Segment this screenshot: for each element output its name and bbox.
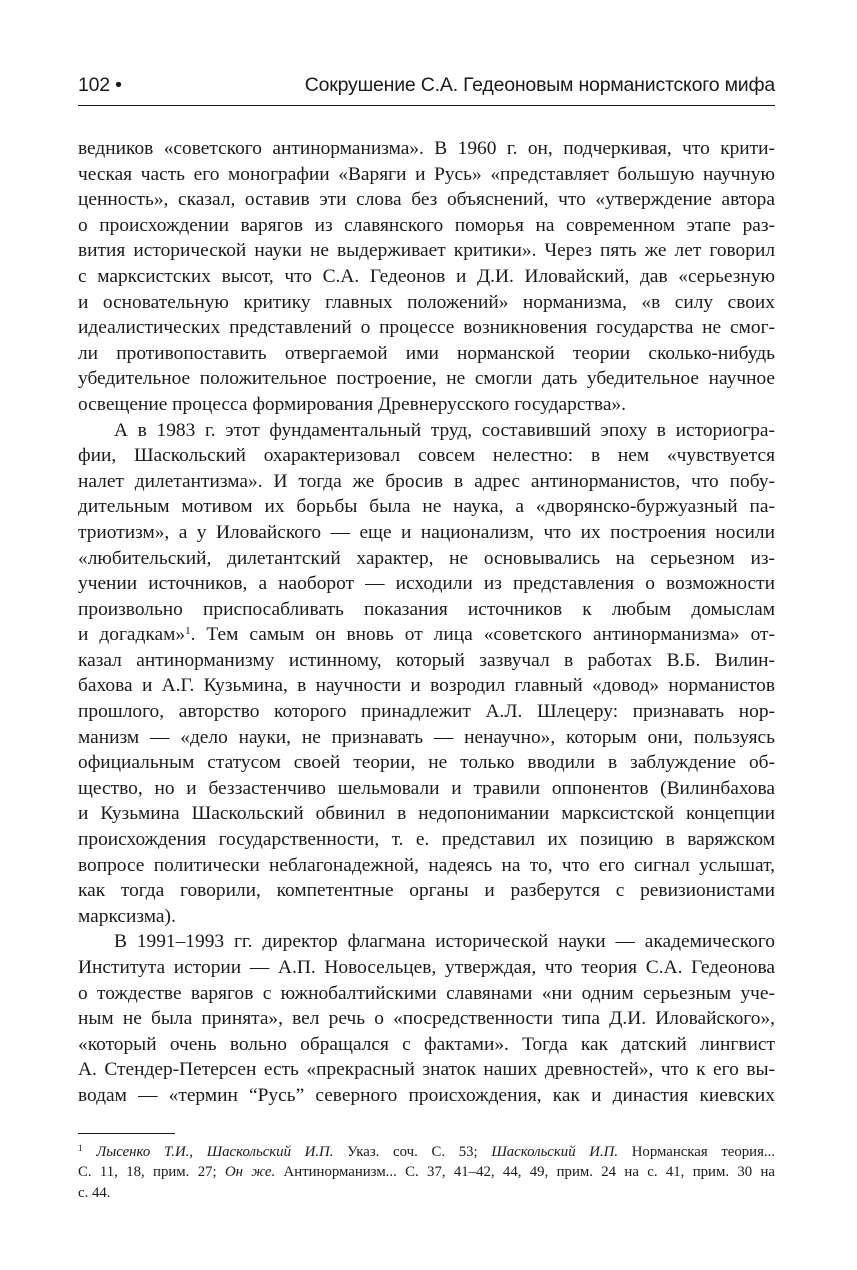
text-line: налет дилетантизма». И тогда же бросив в адрес антинорманистов, что побу- [78,470,775,492]
text-line: происхождения государственности, т. е. представил их позицию в варяжском [78,829,775,851]
header-bullet: • [115,74,122,96]
text-line: манизм — «дело науки, не признавать — ненаучно», которым они, пользуясь [78,726,775,748]
text-line: вития исторической науки не выдерживает критики». Через пять же лет говорил [78,240,775,262]
text-line: ли противопоставить отвергаемой ими норманской теории сколько-нибудь [78,342,775,364]
text-line: вопросе политически неблагонадежной, надеясь на то, что его сигнал услышат, [78,854,775,876]
footnote-author: Он же. [224,1164,276,1181]
text-line: В 1991–1993 гг. директор флагмана исторической науки — академического [114,931,775,953]
page-number: 102 [78,74,110,96]
text-line-with-footnote [78,622,775,648]
text-line: ческая часть его монографии «Варяги и Русь» «представляет большую научную [78,163,775,185]
header-rule [78,105,775,106]
footnote-ref: Указ. соч. С. 53; [333,1144,492,1160]
main-text [78,136,775,1109]
text-line: учении источников, а наоборот — исходили из представления о возможности [78,573,775,595]
text-line: марксизма). [78,905,176,927]
text-line: А в 1983 г. этот фундаментальный труд, составивший эпоху в историогра- [114,419,775,441]
footnote-line [78,1142,775,1162]
text-line: триотизм», а у Иловайского — еще и национализм, что их построения носили [78,521,775,543]
text-line: «любительский, дилетантский характер, не основывались на серьезном из- [78,547,775,569]
footnote-author: Шаскольский И.П. [491,1144,619,1160]
footnote-line: с. 44. [78,1184,111,1201]
text-line: бахова и А.Г. Кузьмина, в научности и возродил главный «довод» норманистов [78,675,775,697]
text-line: о происхождении варягов из славянского поморья на современном этапе раз- [78,214,775,236]
text-line: Института истории — А.П. Новосельцев, утверждая, что теория С.А. Гедеонова [78,957,775,978]
text-line: дительным мотивом их борьбы была не наука, а «дворянско-буржуазный па- [78,496,775,518]
footnote-ref: С. 11, 18, прим. 27; [78,1164,225,1181]
running-header [78,74,775,102]
page-number-group [78,74,122,97]
footnote-rule [78,1133,175,1134]
footnote-line [78,1162,775,1182]
text-line: ным не была принята», вел речь о «посредственности типа Д.И. Иловайского», [78,1008,775,1030]
text-line: водам — «термин “Русь” северного происхождения, как и династия киевских [78,1084,775,1106]
text-line: идеалистических представлений о процессе возникновения государства не смог- [78,317,775,339]
text-line: ведников «советского антинорманизма». В 1960 г. он, подчеркивая, что крити- [78,138,775,159]
text-line: убедительное положительное построение, не смогли дать убедительное научное [78,368,775,390]
text-line: о тождестве варягов с южнобалтийскими славянами «ни одним серьезным уче- [78,982,775,1004]
footnote-author: Лысенко Т.И., Шаскольский И.П. [96,1144,334,1160]
text-line: освещение процесса формирования Древнерусского государства». [78,393,626,415]
text-line: ценность», сказал, оставив эти слова без объяснений, что «утверждение автора [78,189,775,211]
text-line: прошлого, авторство которого принадлежит А.Л. Шлецеру: признавать нор- [78,701,775,723]
footnote-ref: Антинорманизм... С. 37, 41–42, 44, 49, прим. 24 на с. 41, прим. 30 на [275,1164,775,1181]
text-segment: и догадкам» [78,624,186,646]
text-line: казал антинорманизму истинному, который зазвучал в работах В.Б. Вилин- [78,649,775,671]
text-line: как тогда говорили, компетентные органы и разберутся с ревизионистами [78,880,775,902]
text-line: А. Стендер-Петерсен есть «прекрасный знаток наших древностей», что к его вы- [78,1059,775,1081]
text-line: официальным статусом своей теории, не только вводили в заблуждение об- [78,752,775,774]
footnote-mark: 1 [78,1143,83,1154]
text-line: фии, Шаскольский охарактеризовал совсем нелестно: в нем «чувствуется [78,445,775,467]
running-title: Сокрушение С.А. Гедеоновым норманистского мифа [304,74,775,96]
footnote [78,1142,775,1203]
footnote-reference: 1 [185,625,191,638]
text-line: произвольно приспосабливать показания источников к любым домыслам [78,598,775,620]
text-line: и Кузьмина Шаскольский обвинил в недопонимании марксистской концепции [78,803,775,825]
text-line: и основательную критику главных положений» норманизма, «в силу своих [78,291,775,313]
text-segment: . Тем самым он вновь от лица «советского антинорманизма» от- [190,624,775,646]
text-line: с марксистских высот, что С.А. Гедеонов и Д.И. Иловайский, дав «серьезную [78,265,775,287]
text-line: «который очень вольно обращался с фактами». Тогда как датский лингвист [78,1033,775,1055]
text-line: щество, но и беззастенчиво шельмовали и травили оппонентов (Вилинбахова [78,777,775,799]
footnote-ref: Норманская теория... [618,1144,775,1160]
